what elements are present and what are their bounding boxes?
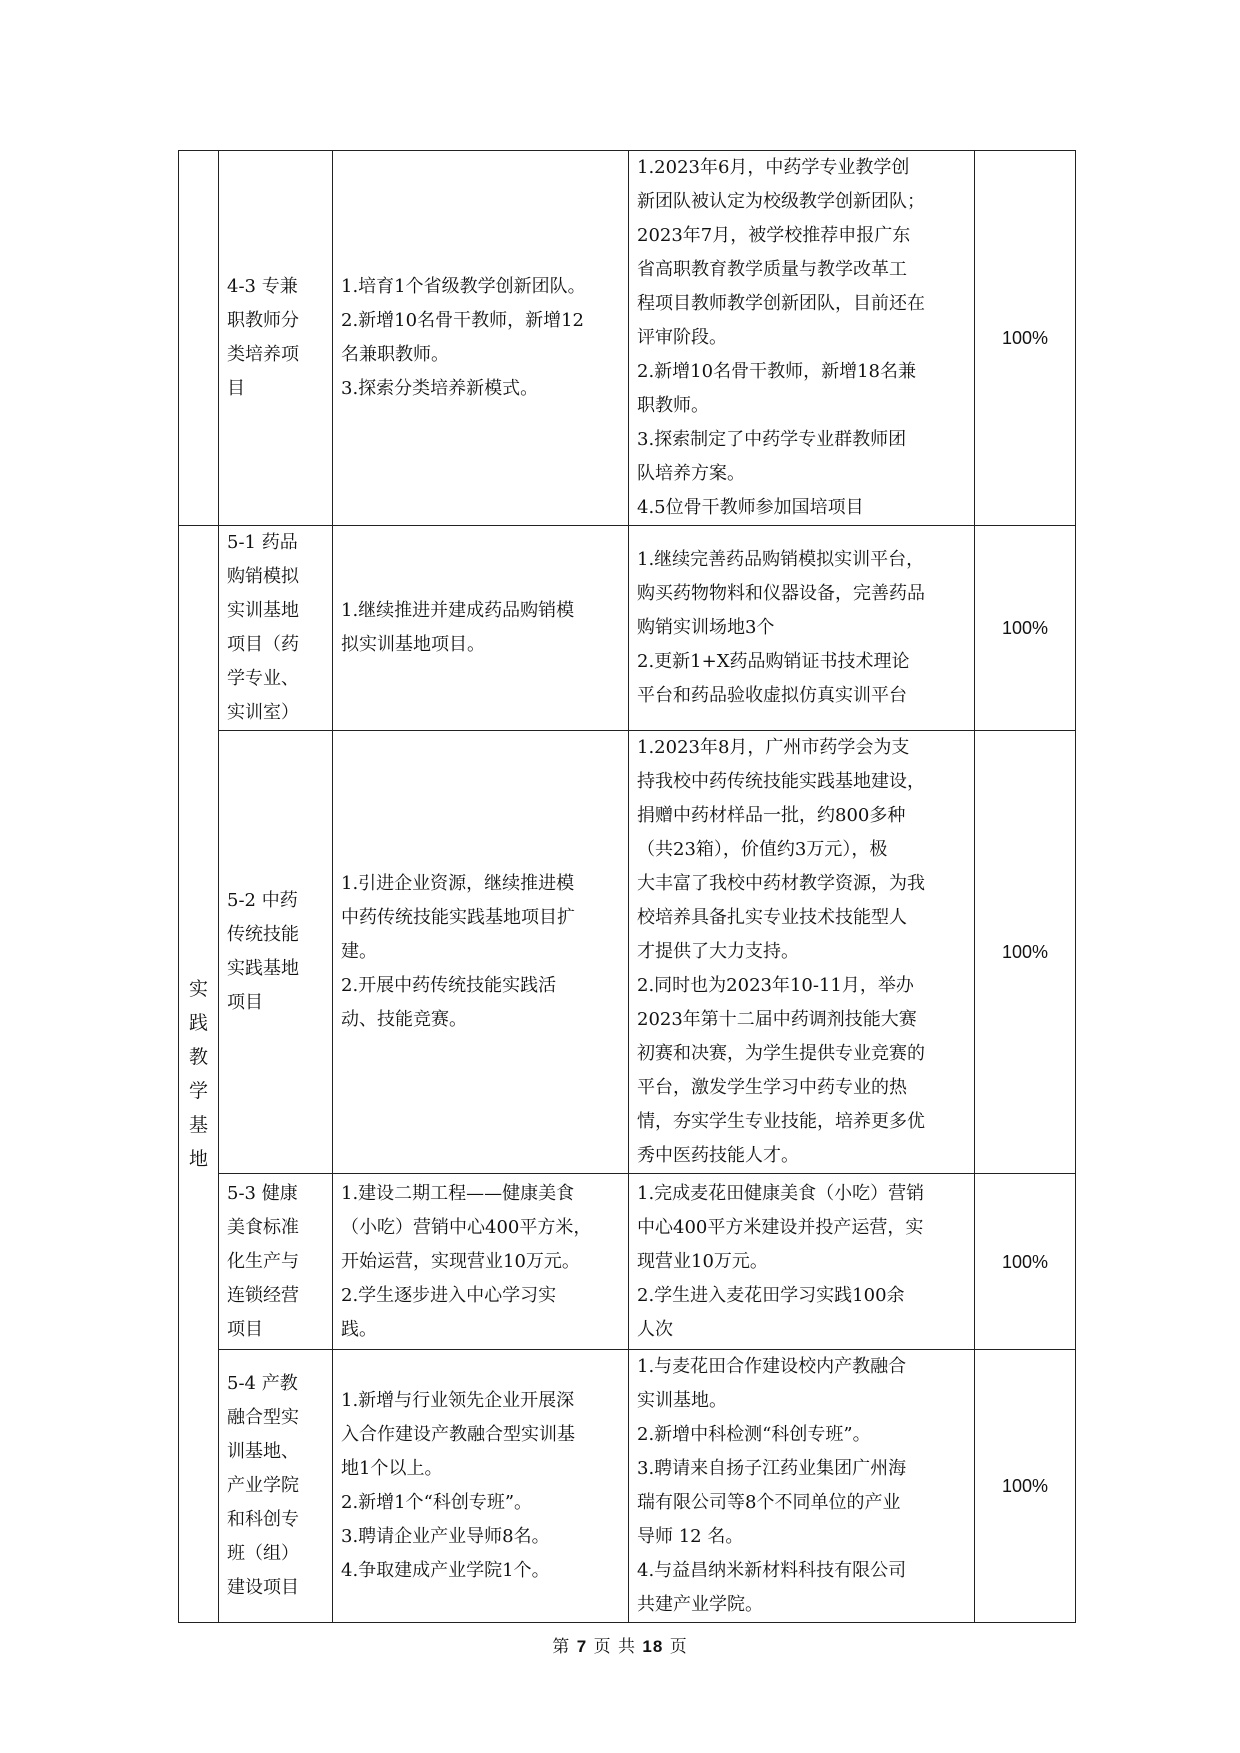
text-line: 1.继续推进并建成药品购销模	[341, 600, 575, 621]
result-cell	[629, 526, 975, 731]
text-line: 导师 12 名。	[637, 1526, 744, 1547]
text-line: 基	[188, 1114, 208, 1136]
text-line: 1.与麦花田合作建设校内产教融合	[637, 1356, 907, 1377]
text-line: 评审阶段。	[637, 327, 727, 348]
text-line: 建。	[341, 941, 377, 962]
text-line: 捐赠中药材样品一批，约800多种	[637, 805, 906, 826]
table-body	[179, 151, 1076, 1623]
text-line: 1.完成麦花田健康美食（小吃）营销	[637, 1182, 925, 1204]
text-line: 4.与益昌纳米新材料科技有限公司	[637, 1560, 907, 1581]
plan-cell	[333, 151, 629, 526]
text-line: 实训基地	[227, 600, 299, 621]
text-line: 类培养项	[227, 344, 299, 365]
text-line: 实	[188, 978, 208, 1000]
text-line: 融合型实	[227, 1407, 299, 1428]
footer-middle: 页 共	[593, 1637, 636, 1657]
completion-rate-cell: 100%	[975, 1350, 1076, 1623]
plan-cell	[333, 731, 629, 1174]
project-name-cell	[219, 151, 333, 526]
category-cell-empty	[179, 151, 219, 526]
text-line: 2.新增中科检测“科创专班”。	[637, 1424, 871, 1445]
text-line: 3.探索分类培养新模式。	[341, 378, 539, 399]
text-line: 校培养具备扎实专业技术技能型人	[637, 907, 907, 928]
table-row	[179, 1350, 1076, 1623]
text-line: 购买药物物料和仪器设备，完善药品	[637, 583, 925, 604]
text-line: 训基地、	[227, 1441, 299, 1462]
text-line: 化生产与	[227, 1250, 299, 1272]
text-line: 3.聘请企业产业导师8名。	[341, 1526, 550, 1547]
text-line: 3.聘请来自扬子江药业集团广州海	[637, 1458, 907, 1479]
text-line: 中心400平方米建设并投产运营，实	[637, 1216, 924, 1238]
result-cell	[629, 151, 975, 526]
text-line: 队培养方案。	[637, 463, 745, 484]
text-line: 美食标准	[227, 1216, 299, 1238]
completion-rate-cell: 100%	[975, 1174, 1076, 1350]
plan-cell	[333, 526, 629, 731]
text-line: 5-4 产教	[227, 1373, 298, 1394]
text-line: 4.争取建成产业学院1个。	[341, 1560, 550, 1581]
result-cell	[629, 1174, 975, 1350]
footer-suffix: 页	[669, 1637, 688, 1657]
project-progress-table	[178, 150, 1076, 1623]
text-line: 初赛和决赛，为学生提供专业竞赛的	[637, 1043, 925, 1064]
table-row	[179, 151, 1076, 526]
text-line: 项目	[227, 1318, 263, 1340]
text-line: 目	[227, 378, 245, 399]
text-line: 2.新增10名骨干教师，新增12	[341, 310, 584, 331]
text-line: 共建产业学院。	[637, 1594, 763, 1615]
text-line: 实训室）	[227, 702, 299, 723]
text-line: 5-2 中药	[227, 890, 298, 911]
current-page-number: 7	[576, 1637, 588, 1656]
text-line: 1.2023年6月，中药学专业教学创	[637, 157, 910, 178]
result-cell	[629, 731, 975, 1174]
text-line: 实训基地。	[637, 1390, 727, 1411]
text-line: 学专业、	[227, 668, 299, 689]
table-row	[179, 1174, 1076, 1350]
text-line: 项目	[227, 992, 263, 1013]
text-line: 项目（药	[227, 634, 299, 655]
text-line: 践	[188, 1012, 208, 1034]
text-line: 1.培育1个省级教学创新团队。	[341, 276, 586, 297]
text-line: 建设项目	[227, 1577, 299, 1598]
text-line: 1.继续完善药品购销模拟实训平台，	[637, 549, 925, 570]
text-line: 省高职教育教学质量与教学改革工	[637, 259, 907, 280]
project-name-cell	[219, 1350, 333, 1623]
completion-rate-cell: 100%	[975, 731, 1076, 1174]
text-line: 人次	[637, 1318, 673, 1340]
text-line: 2.开展中药传统技能实践活	[341, 975, 557, 996]
text-line: 1.引进企业资源，继续推进模	[341, 873, 575, 894]
text-line: 产业学院	[227, 1475, 299, 1496]
table-row	[179, 526, 1076, 731]
text-line: 地1个以上。	[341, 1458, 443, 1479]
text-line: 平台，激发学生学习中药专业的热	[637, 1077, 907, 1098]
text-line: 拟实训基地项目。	[341, 634, 485, 655]
text-line: 职教师分	[227, 310, 299, 331]
category-cell	[179, 526, 219, 1623]
text-line: 平台和药品验收虚拟仿真实训平台	[637, 685, 907, 706]
text-line: 现营业10万元。	[637, 1250, 768, 1272]
category-label	[188, 972, 210, 1176]
text-line: 传统技能	[227, 924, 299, 945]
text-line: 2.更新1+X药品购销证书技术理论	[637, 651, 910, 672]
text-line: 地	[188, 1148, 208, 1170]
text-line: 才提供了大力支持。	[637, 941, 799, 962]
total-page-number: 18	[642, 1637, 664, 1656]
table-row	[179, 731, 1076, 1174]
text-line: 4-3 专兼	[227, 276, 298, 297]
text-line: 1.新增与行业领先企业开展深	[341, 1390, 575, 1411]
text-line: 秀中医药技能人才。	[637, 1145, 799, 1166]
text-line: 程项目教师教学创新团队，目前还在	[637, 293, 925, 314]
text-line: 2.学生进入麦花田学习实践100余	[637, 1284, 905, 1306]
text-line: 2023年第十二届中药调剂技能大赛	[637, 1009, 917, 1030]
text-line: 2.新增1个“科创专班”。	[341, 1492, 533, 1513]
page-footer	[0, 1632, 1240, 1657]
text-line: 名兼职教师。	[341, 344, 449, 365]
project-name-cell	[219, 526, 333, 731]
completion-rate-cell: 100%	[975, 526, 1076, 731]
text-line: 瑞有限公司等8个不同单位的产业	[637, 1492, 901, 1513]
text-line: 中药传统技能实践基地项目扩	[341, 907, 575, 928]
project-name-cell	[219, 1174, 333, 1350]
text-line: 职教师。	[637, 395, 709, 416]
plan-cell	[333, 1174, 629, 1350]
text-line: 2.新增10名骨干教师，新增18名兼	[637, 361, 916, 382]
text-line: 5-3 健康	[227, 1182, 298, 1204]
text-line: 连锁经营	[227, 1284, 299, 1306]
text-line: 入合作建设产教融合型实训基	[341, 1424, 575, 1445]
text-line: 2.同时也为2023年10-11月，举办	[637, 975, 914, 996]
text-line: 5-1 药品	[227, 532, 298, 553]
text-line: 教	[188, 1046, 208, 1068]
text-line: （共23箱），价值约3万元），极	[637, 839, 888, 860]
text-line: （小吃）营销中心400平方米，	[341, 1216, 592, 1238]
footer-prefix: 第	[552, 1637, 571, 1657]
text-line: 持我校中药传统技能实践基地建设，	[637, 771, 925, 792]
text-line: 2023年7月，被学校推荐申报广东	[637, 225, 911, 246]
text-line: 1.建设二期工程——健康美食	[341, 1182, 575, 1204]
text-line: 1.2023年8月，广州市药学会为支	[637, 737, 910, 758]
text-line: 班（组）	[227, 1543, 299, 1564]
text-line: 3.探索制定了中药学专业群教师团	[637, 429, 907, 450]
text-line: 购销实训场地3个	[637, 617, 775, 638]
text-line: 2.学生逐步进入中心学习实	[341, 1284, 557, 1306]
text-line: 学	[188, 1080, 208, 1102]
completion-rate-cell: 100%	[975, 151, 1076, 526]
text-line: 开始运营，实现营业10万元。	[341, 1250, 580, 1272]
text-line: 购销模拟	[227, 566, 299, 587]
text-line: 和科创专	[227, 1509, 299, 1530]
text-line: 实践基地	[227, 958, 299, 979]
text-line: 大丰富了我校中药材教学资源，为我	[637, 873, 925, 894]
text-line: 情，夯实学生专业技能，培养更多优	[637, 1111, 925, 1132]
text-line: 践。	[341, 1318, 377, 1340]
text-line: 新团队被认定为校级教学创新团队；	[637, 191, 925, 212]
text-line: 4.5位骨干教师参加国培项目	[637, 497, 864, 518]
result-cell	[629, 1350, 975, 1623]
plan-cell	[333, 1350, 629, 1623]
project-name-cell	[219, 731, 333, 1174]
text-line: 动、技能竞赛。	[341, 1009, 467, 1030]
